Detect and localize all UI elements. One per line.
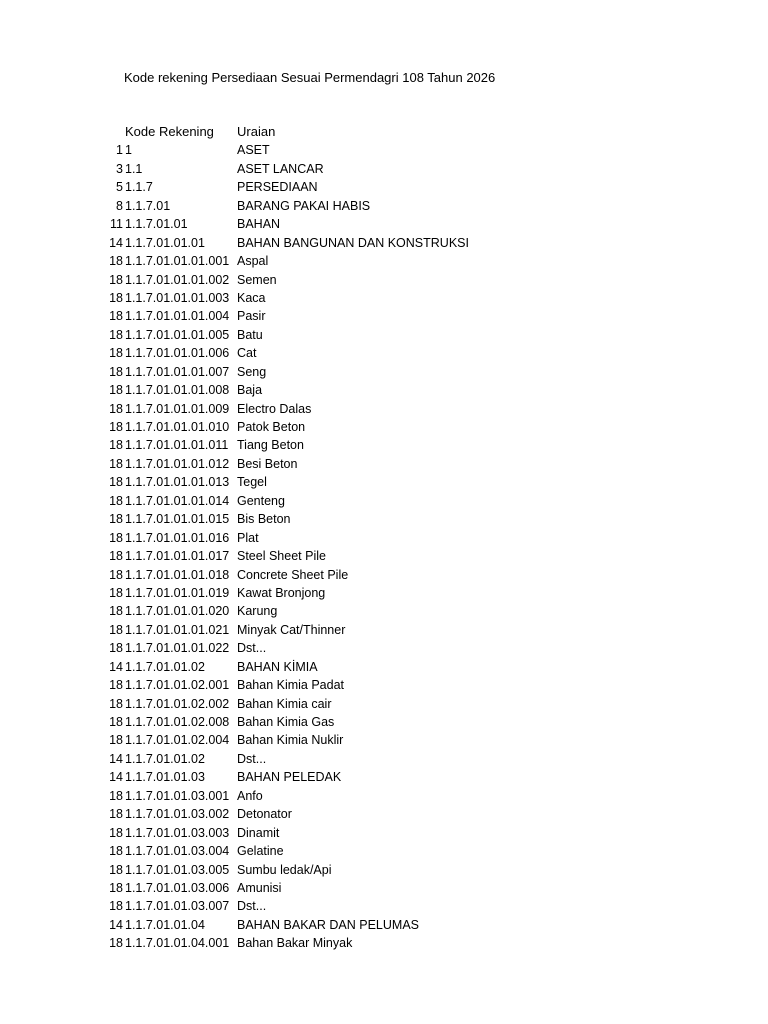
table-row [0,768,768,786]
row-length-number: 18 [109,788,123,803]
account-description: Sumbu ledak/Api [237,862,332,877]
table-row [0,805,768,823]
table-header-row [0,123,768,141]
account-code: 1.1.7.01.01.01.012 [125,456,230,471]
table-row [0,529,768,547]
row-length-number: 18 [109,456,123,471]
account-code: 1.1.7.01.01.01.018 [125,567,230,582]
table-row [0,344,768,362]
table-row [0,418,768,436]
row-length-number: 5 [116,180,123,195]
row-length-number: 18 [109,899,123,914]
row-length-number: 18 [109,585,123,600]
account-description: Semen [237,272,277,287]
account-code: 1.1.7.01.01.02.002 [125,696,230,711]
account-code: 1.1.7.01.01.04 [125,917,205,932]
row-length-number: 14 [109,770,123,785]
table-row [0,879,768,897]
row-length-number: 14 [109,659,123,674]
account-code: 1.1.7.01.01.01.021 [125,622,230,637]
account-code: 1.1.7.01.01.02.001 [125,678,230,693]
account-code: 1.1.7.01.01.01.004 [125,309,230,324]
account-code: 1.1.7.01.01.03.007 [125,899,230,914]
table-row [0,473,768,491]
table-body [0,141,768,952]
account-description: Bahan Kimia Nuklir [237,733,344,748]
table-row [0,916,768,934]
account-code: 1.1.7.01.01 [125,217,188,232]
row-length-number: 18 [109,825,123,840]
row-length-number: 3 [116,161,123,176]
account-description: Plat [237,530,259,545]
table-row [0,713,768,731]
table-row [0,658,768,676]
row-length-number: 18 [109,641,123,656]
account-description: Detonator [237,807,292,822]
account-description: Kaca [237,290,266,305]
account-description: Steel Sheet Pile [237,549,326,564]
account-code: 1 [125,143,132,158]
account-description: PERSEDIAAN [237,180,318,195]
account-code: 1.1.7.01.01.02 [125,659,205,674]
account-code: 1.1.7.01.01.03.005 [125,862,230,877]
row-length-number: 14 [109,751,123,766]
account-description: BARANG PAKAI HABIS [237,198,371,213]
row-length-number: 14 [109,235,123,250]
account-code: 1.1.7.01.01.02.008 [125,715,230,729]
account-description: Tiang Beton [237,438,304,453]
row-length-number: 18 [109,936,123,951]
table-row [0,160,768,178]
table-row [0,363,768,381]
table-row [0,750,768,768]
account-description: Aspal [237,254,269,269]
account-code: 1.1.7.01.01.01.003 [125,290,230,305]
row-length-number: 18 [109,475,123,490]
table-row [0,934,768,952]
row-length-number: 18 [109,346,123,361]
table-row [0,676,768,694]
table-row [0,584,768,602]
row-length-number: 14 [109,917,123,932]
account-description: Seng [237,364,267,379]
account-code: 1.1.7.01.01.01.005 [125,327,230,342]
account-description: Bahan Kimia cair [237,696,332,711]
account-code: 1.1.7.01.01.01.006 [125,346,230,361]
account-code: 1.1.7.01.01.01.011 [125,438,229,453]
account-description: Pasir [237,309,266,324]
row-length-number: 18 [109,807,123,822]
account-code: 1.1.7.01.01.03.006 [125,880,230,895]
table-row [0,639,768,657]
account-description: BAHAN PELEDAK [237,770,342,785]
table-row [0,141,768,159]
account-description: Bahan Kimia Padat [237,678,345,693]
account-code: 1.1.7.01.01.01.019 [125,585,230,600]
row-length-number: 1 [116,143,123,158]
row-length-number: 8 [116,198,123,213]
account-description: Minyak Cat/Thinner [237,622,346,637]
row-length-number: 18 [109,862,123,877]
row-length-number: 18 [109,530,123,545]
account-code: 1.1.7.01.01.02.004 [125,733,230,748]
table-row [0,197,768,215]
account-description: Dst... [237,751,267,766]
table-row [0,566,768,584]
account-description: Baja [237,383,263,398]
account-description: Genteng [237,493,285,508]
account-code: 1.1.7.01 [125,198,171,213]
account-description: Tegel [237,475,267,490]
table-row [0,824,768,842]
document-title: Kode rekening Persediaan Sesuai Permendagri 108 Tahun 2026 [124,70,496,85]
account-description: Bis Beton [237,512,291,527]
row-length-number: 18 [109,678,123,693]
account-code: 1.1.7.01.01.01.016 [125,530,230,545]
row-length-number: 18 [109,696,123,711]
account-description: Dst... [237,899,267,914]
row-length-number: 18 [109,733,123,748]
account-description: Dst... [237,641,267,656]
account-description: Gelatine [237,844,284,859]
row-length-number: 18 [109,364,123,379]
row-length-number: 18 [109,401,123,416]
account-description: Amunisi [237,880,282,895]
account-description: Concrete Sheet Pile [237,567,349,582]
row-length-number: 18 [109,290,123,305]
table-row [0,787,768,805]
table-row [0,842,768,860]
account-description: BAHAN BAKAR DAN PELUMAS [237,917,419,932]
row-length-number: 18 [109,254,123,269]
account-code: 1.1.7.01.01.01.002 [125,272,230,287]
table-row [0,234,768,252]
row-length-number: 18 [109,438,123,453]
table-row [0,621,768,639]
account-description: ASET [237,143,270,158]
row-length-number: 18 [109,622,123,637]
table-row [0,510,768,528]
account-description: Karung [237,604,278,619]
account-code: 1.1.7.01.01.01.017 [125,549,230,564]
account-description: BAHAN [237,217,281,232]
account-code: 1.1.7.01.01.01.010 [125,420,230,434]
account-description: BAHAN KİMIA [237,659,318,674]
row-length-number: 18 [109,327,123,342]
account-description: BAHAN BANGUNAN DAN KONSTRUKSI [237,235,469,250]
row-length-number: 18 [109,844,123,859]
account-code: 1.1.7.01.01.01 [125,235,205,250]
account-description: Bahan Kimia Gas [237,715,335,729]
table-row [0,289,768,307]
account-code: 1.1.7.01.01.02 [125,751,205,766]
account-description: Kawat Bronjong [237,585,326,600]
table-row [0,400,768,418]
account-description: Anfo [237,788,263,803]
row-length-number: 18 [109,493,123,508]
account-description: Cat [237,346,257,361]
row-length-number: 18 [109,880,123,895]
account-code: 1.1.7.01.01.03 [125,770,205,785]
column-header-description: Uraian [237,124,276,139]
table-row [0,492,768,510]
table-row [0,271,768,289]
row-length-number: 18 [109,383,123,398]
account-code: 1.1.7.01.01.01.013 [125,475,230,490]
account-code: 1.1.7.01.01.01.008 [125,383,230,398]
row-length-number: 18 [109,272,123,287]
account-code: 1.1.7.01.01.01.001 [125,254,230,269]
account-code: 1.1.7.01.01.01.014 [125,493,230,508]
account-code: 1.1.7.01.01.01.015 [125,512,230,527]
account-code-table [0,123,768,953]
column-header-code: Kode Rekening [125,124,214,139]
account-code: 1.1.7.01.01.01.022 [125,641,230,656]
table-row [0,731,768,749]
row-length-number: 18 [109,549,123,564]
row-length-number: 18 [109,512,123,527]
row-length-number: 18 [109,567,123,582]
account-description: Batu [237,327,263,342]
account-code: 1.1.7.01.01.04.001 [125,936,230,951]
table-row [0,695,768,713]
table-row [0,897,768,915]
account-description: Bahan Bakar Minyak [237,936,353,951]
account-code: 1.1.7.01.01.01.007 [125,364,230,379]
row-length-number: 18 [109,715,123,729]
table-row [0,861,768,879]
account-code: 1.1 [125,161,143,176]
account-code: 1.1.7.01.01.03.001 [125,788,230,803]
row-length-number: 11 [110,217,123,232]
account-description: Patok Beton [237,420,306,434]
row-length-number: 18 [109,309,123,324]
table-row [0,326,768,344]
account-description: Besi Beton [237,456,298,471]
table-row [0,381,768,399]
row-length-number: 18 [109,604,123,619]
table-row [0,252,768,270]
account-code: 1.1.7 [125,180,153,195]
account-code: 1.1.7.01.01.01.020 [125,604,230,619]
table-row [0,455,768,473]
account-code: 1.1.7.01.01.03.003 [125,825,230,840]
account-code: 1.1.7.01.01.03.004 [125,844,230,859]
table-row [0,547,768,565]
row-length-number: 18 [109,420,123,434]
table-row [0,436,768,454]
table-row [0,307,768,325]
table-row [0,215,768,233]
table-row [0,178,768,196]
account-description: ASET LANCAR [237,161,324,176]
account-code: 1.1.7.01.01.03.002 [125,807,230,822]
account-description: Dinamit [237,825,280,840]
account-description: Electro Dalas [237,401,312,416]
account-code: 1.1.7.01.01.01.009 [125,401,230,416]
table-row [0,602,768,620]
